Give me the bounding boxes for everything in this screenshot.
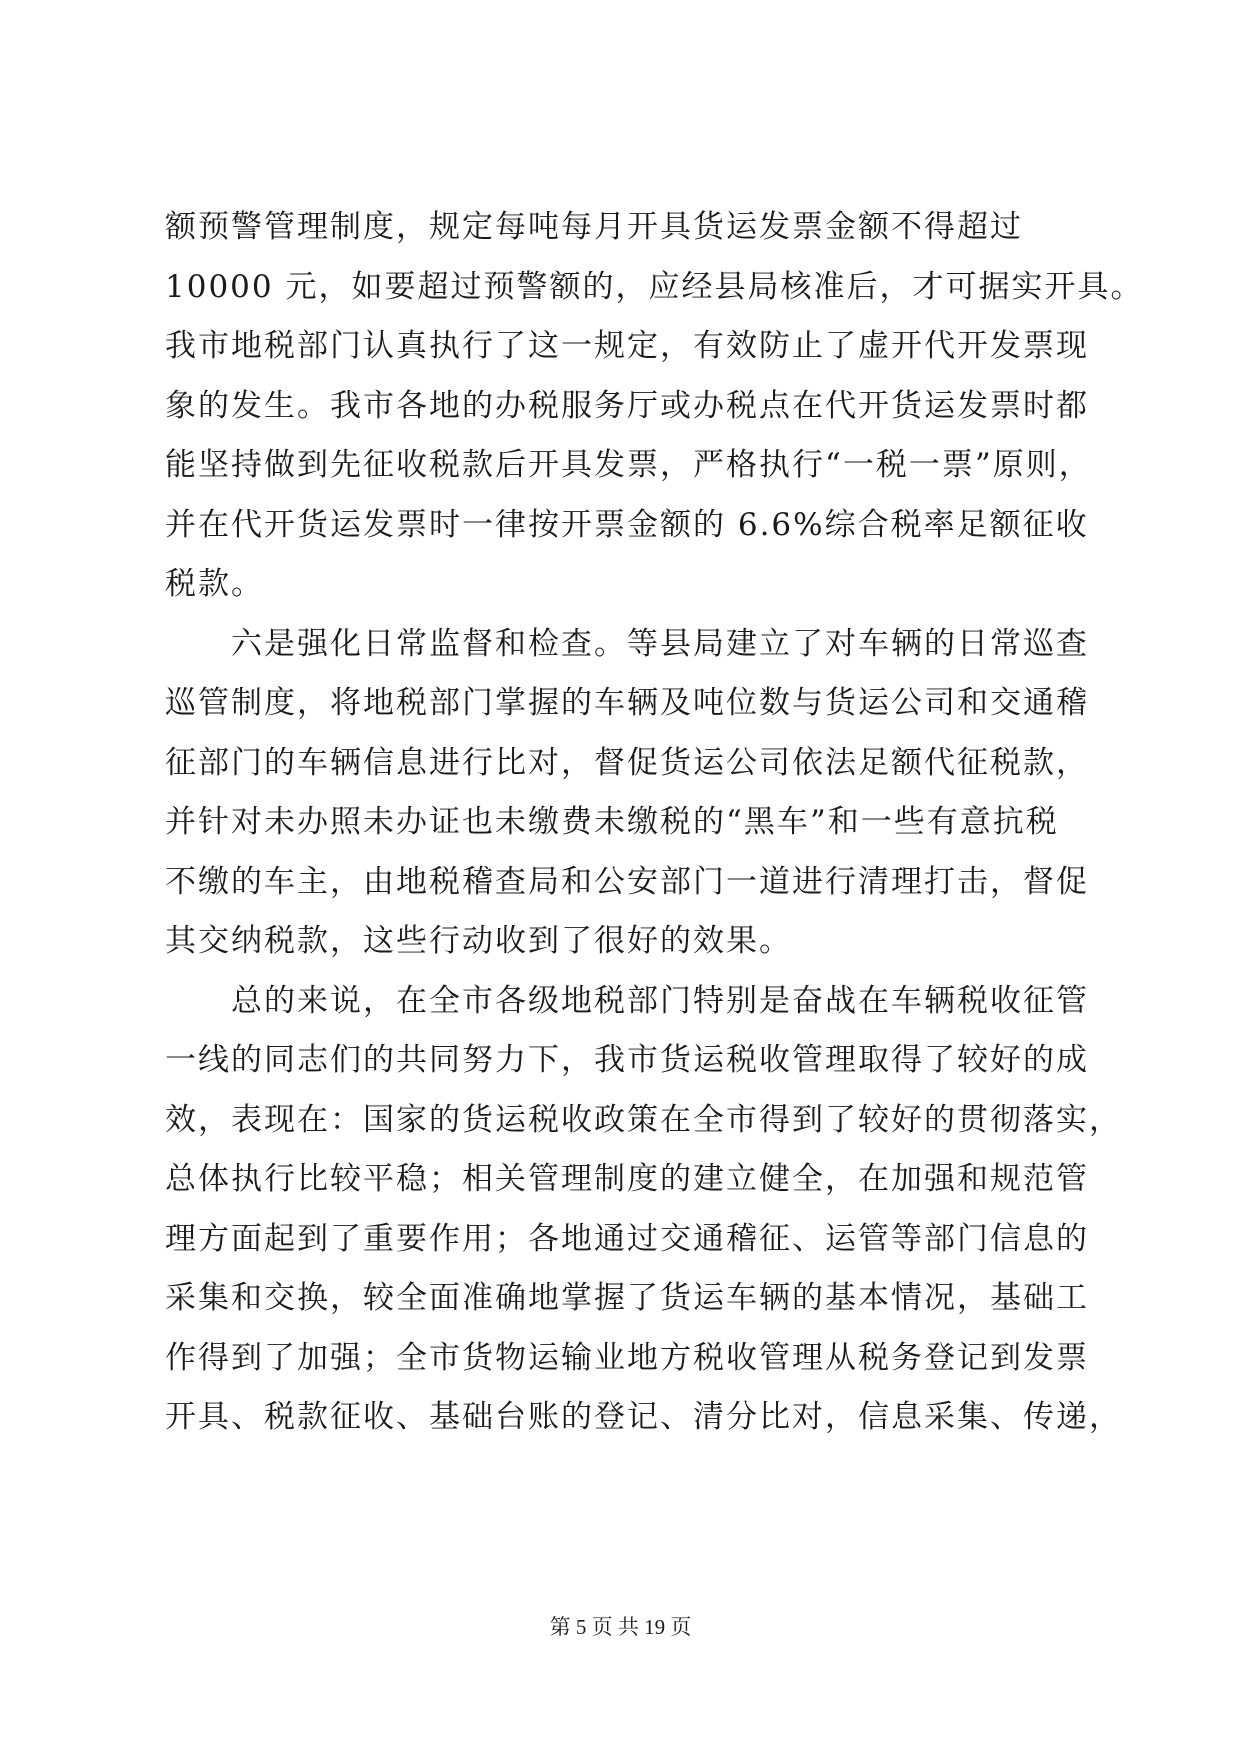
body-text bbox=[165, 198, 1144, 1448]
paragraph-first-line: 总的来说，在全市各级地税部门特别是奋战在车辆税收征管 bbox=[231, 982, 1089, 1019]
text-line: 额预警管理制度，规定每吨每月开具货运发票金额不得超过 bbox=[165, 209, 1023, 245]
text-line: 并针对未办照未办证也未缴费未缴税的“黑车”和一些有意抗税 bbox=[165, 804, 1059, 840]
text-line: 一线的同志们的共同努力下，我市货运税收管理取得了较好的成 bbox=[165, 1042, 1089, 1078]
text-line: 巡管制度，将地税部门掌握的车辆及吨位数与货运公司和交通稽 bbox=[165, 685, 1089, 721]
text-line: 效，表现在：国家的货运税收政策在全市得到了较好的贯彻落实， bbox=[165, 1101, 1122, 1138]
text-line: 其交纳税款，这些行动收到了很好的效果。 bbox=[165, 923, 792, 959]
text-line: 我市地税部门认真执行了这一规定，有效防止了虚开代开发票现 bbox=[165, 328, 1089, 364]
page-footer: 第 5 页 共 19 页 bbox=[549, 1615, 692, 1639]
text-line: 能坚持做到先征收税款后开具发票，严格执行“一税一票”原则， bbox=[165, 447, 1092, 483]
text-line: 征部门的车辆信息进行比对，督促货运公司依法足额代征税款， bbox=[165, 744, 1089, 781]
text-line: 开具、税款征收、基础台账的登记、清分比对，信息采集、传递， bbox=[165, 1399, 1122, 1435]
text-line: 采集和交换，较全面准确地掌握了货运车辆的基本情况，基础工 bbox=[165, 1280, 1089, 1316]
text-line: 税款。 bbox=[165, 566, 264, 602]
paragraph-first-line: 六是强化日常监督和检查。等县局建立了对车辆的日常巡查 bbox=[231, 625, 1089, 662]
text-line: 作得到了加强；全市货物运输业地方税收管理从税务登记到发票 bbox=[165, 1339, 1089, 1376]
text-line: 并在代开货运发票时一律按开票金额的 6.6%综合税率足额征收 bbox=[165, 506, 1089, 543]
text-line: 10000 元，如要超过预警额的，应经县局核准后，才可据实开具。 bbox=[165, 268, 1144, 305]
text-line: 理方面起到了重要作用；各地通过交通稽征、运管等部门信息的 bbox=[165, 1220, 1089, 1257]
text-line: 总体执行比较平稳；相关管理制度的建立健全，在加强和规范管 bbox=[165, 1161, 1089, 1197]
text-line: 不缴的车主，由地税稽查局和公安部门一道进行清理打击，督促 bbox=[165, 863, 1089, 900]
text-line: 象的发生。我市各地的办税服务厅或办税点在代开货运发票时都 bbox=[165, 387, 1089, 424]
